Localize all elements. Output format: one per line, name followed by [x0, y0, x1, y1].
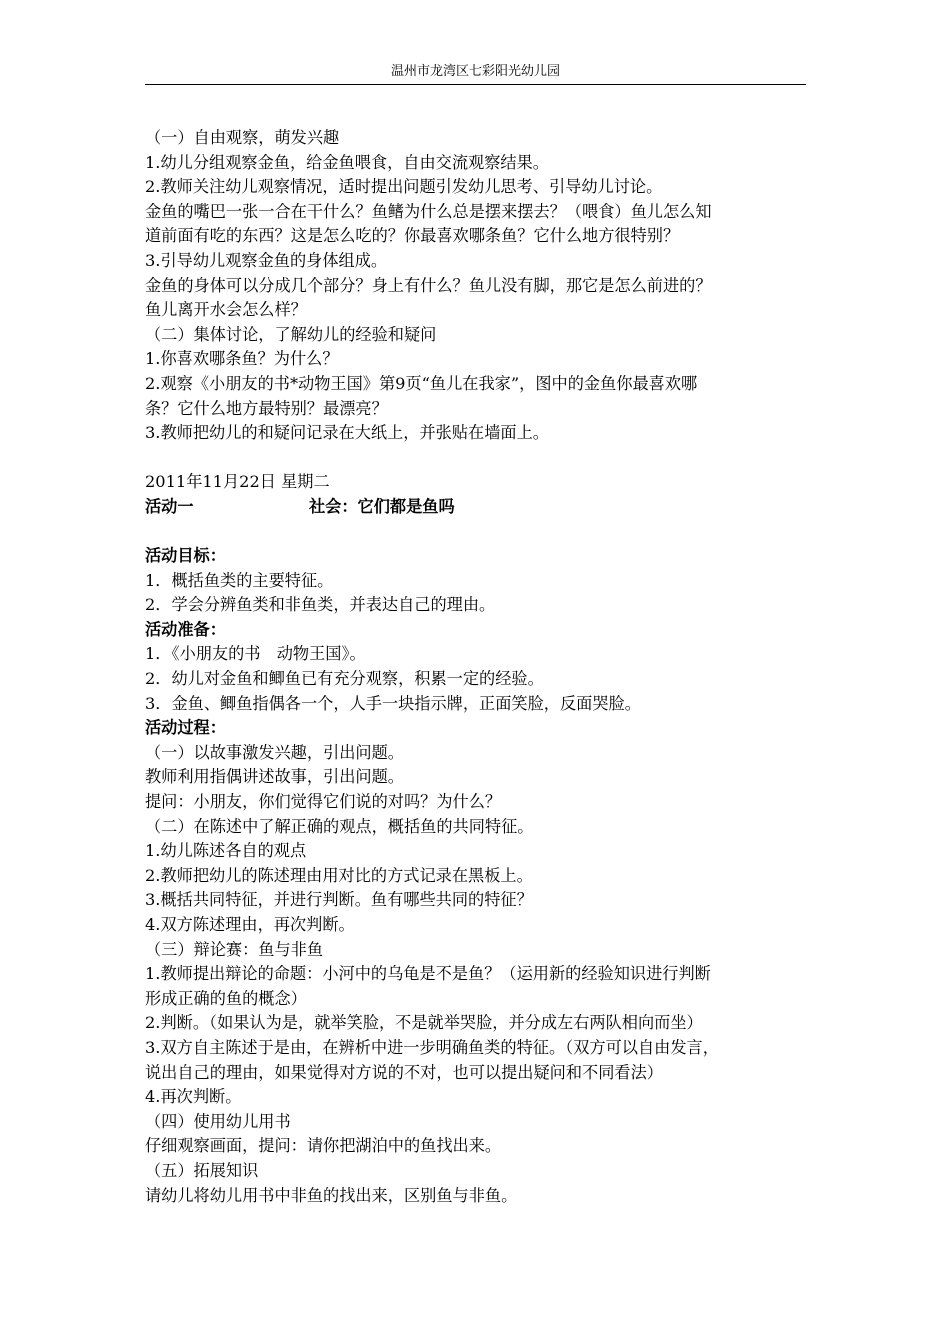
section-process: [145, 716, 810, 1208]
goals-heading: 活动目标：: [145, 546, 226, 566]
header-title: 温州市龙湾区七彩阳光幼儿园: [390, 64, 560, 79]
list-item: 2．学会分辨鱼类和非鱼类，并表达自己的理由。: [145, 595, 496, 615]
activity-title: 社会：它们都是鱼吗: [309, 496, 455, 516]
text-line: （一）以故事激发兴趣，引出问题。: [145, 742, 404, 762]
page-header: [145, 62, 806, 85]
text-line: 1.幼儿陈述各自的观点: [145, 841, 307, 861]
list-item: 1．概括鱼类的主要特征。: [145, 570, 334, 590]
process-heading: 活动过程：: [145, 718, 226, 738]
list-item: 1．《小朋友的书 动物王国》。: [145, 644, 366, 664]
text-line: 1.教师提出辩论的命题：小河中的乌龟是不是鱼？（运用新的经验知识进行判断: [145, 964, 711, 984]
date-line: 2011年11月22日 星期二: [145, 472, 330, 492]
text-line: （三）辩论赛：鱼与非鱼: [145, 939, 324, 959]
text-line: 提问：小朋友，你们觉得它们说的对吗？为什么？: [145, 792, 502, 812]
text-line: 3.概括共同特征，并进行判断。鱼有哪些共同的特征？: [145, 890, 533, 910]
text-line: 道前面有吃的东西？这是怎么吃的？你最喜欢哪条鱼？它什么地方很特别？: [145, 226, 680, 246]
text-line: 2.教师关注幼儿观察情况，适时提出问题引发幼儿思考、引导幼儿讨论。: [145, 177, 663, 197]
text-line: （二）集体讨论，了解幼儿的经验和疑问: [145, 324, 437, 344]
text-line: 3.引导幼儿观察金鱼的身体组成。: [145, 250, 388, 270]
list-item: 2．幼儿对金鱼和鲫鱼已有充分观察，积累一定的经验。: [145, 669, 544, 689]
text-line: （四）使用幼儿用书: [145, 1111, 291, 1131]
blank-line: [145, 520, 810, 545]
prep-heading: 活动准备：: [145, 619, 226, 639]
text-line: 4.双方陈述理由，再次判断。: [145, 915, 355, 934]
text-line: 形成正确的鱼的概念）: [145, 988, 307, 1008]
activity-title-line: [145, 495, 810, 520]
text-line: 仔细观察画面，提问：请你把湖泊中的鱼找出来。: [145, 1136, 502, 1156]
text-line: 2.观察《小朋友的书*动物王国》第9页“鱼儿在我家”，图中的金鱼你最喜欢哪: [145, 373, 698, 393]
text-line: 条？它什么地方最特别？最漂亮？: [145, 398, 388, 418]
text-line: （二）在陈述中了解正确的观点，概括鱼的共同特征。: [145, 816, 534, 836]
text-line: （五）拓展知识: [145, 1160, 259, 1180]
activity-label: 活动一: [145, 496, 194, 516]
text-line: 2.教师把幼儿的陈述理由用对比的方式记录在黑板上。: [145, 865, 533, 885]
text-line: 金鱼的身体可以分成几个部分？身上有什么？鱼儿没有脚，那它是怎么前进的？: [145, 275, 712, 295]
section-prep: [145, 618, 810, 716]
text-line: 1.幼儿分组观察金鱼，给金鱼喂食，自由交流观察结果。: [145, 152, 549, 172]
text-line: 3.双方自主陈述于是由，在辨析中进一步明确鱼类的特征。（双方可以自由发言，: [145, 1037, 719, 1057]
text-line: 3.教师把幼儿的和疑问记录在大纸上，并张贴在墙面上。: [145, 423, 549, 443]
text-line: 鱼儿离开水会怎么样？: [145, 300, 307, 320]
text-line: 金鱼的嘴巴一张一合在干什么？鱼鳍为什么总是摆来摆去？（喂食）鱼儿怎么知: [145, 201, 712, 221]
text-line: 1.你喜欢哪条鱼？为什么？: [145, 349, 339, 369]
text-line: 教师利用指偶讲述故事，引出问题。: [145, 767, 404, 787]
text-line: （一）自由观察，萌发兴趣: [145, 128, 340, 147]
text-line: 4.再次判断。: [145, 1087, 242, 1107]
list-item: 3．金鱼、鲫鱼指偶各一个，人手一块指示牌，正面笑脸，反面哭脸。: [145, 693, 641, 713]
text-line: 说出自己的理由，如果觉得对方说的不对，也可以提出疑问和不同看法）: [145, 1062, 663, 1082]
section-observation: [145, 126, 810, 446]
section-goals: [145, 544, 810, 618]
text-line: 2.判断。（如果认为是，就举笑脸，不是就举哭脸，并分成左右两队相向而坐）: [145, 1013, 703, 1033]
document-body: [145, 126, 810, 1208]
text-line: 请幼儿将幼儿用书中非鱼的找出来，区别鱼与非鱼。: [145, 1185, 518, 1205]
blank-line: [145, 446, 810, 471]
